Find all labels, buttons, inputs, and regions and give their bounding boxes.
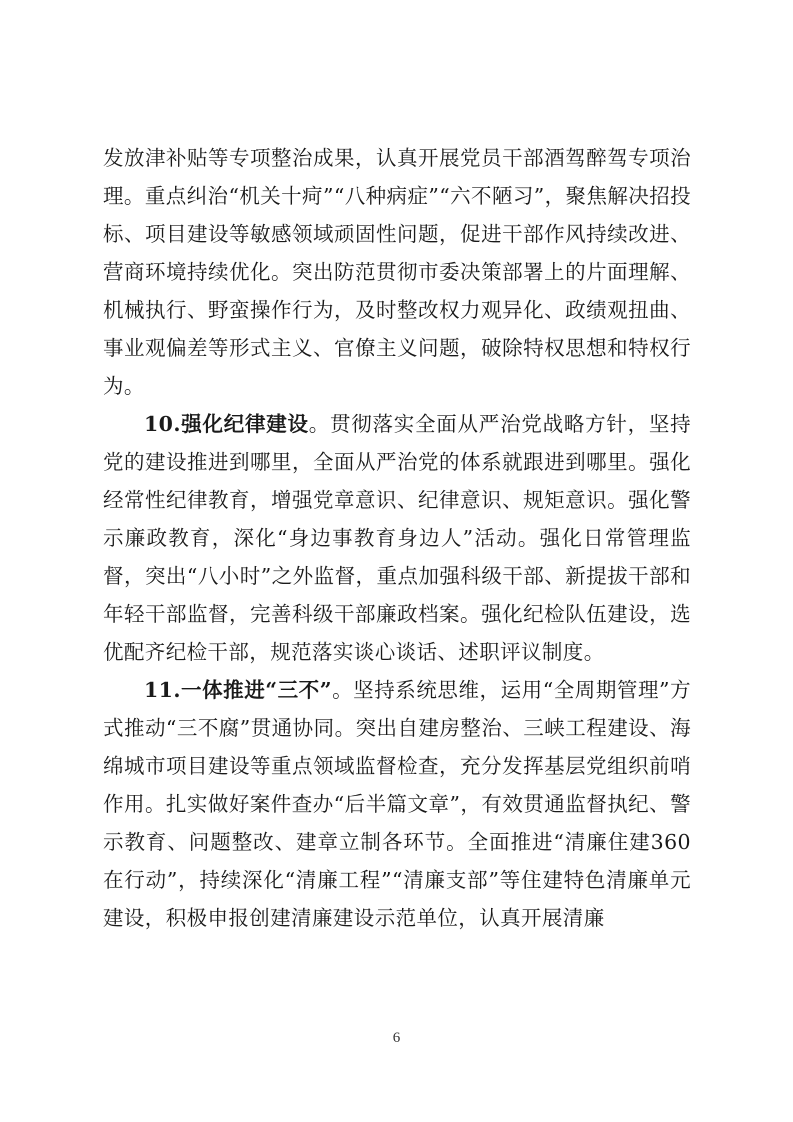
- page-number: 6: [392, 1030, 401, 1046]
- section-heading-11: 11.一体推进“三不”: [144, 678, 332, 702]
- paragraph-discipline-building: [103, 405, 691, 671]
- paragraph-continuation: [103, 139, 691, 405]
- section-heading-10: 10.强化纪律建设: [144, 412, 309, 436]
- paragraph-text: 。贯彻落实全面从严治党战略方针，坚持党的建设推进到哪里，全面从严治党的体系就跟进到哪里。强化经常性纪律教育，增强党章意识、纪律意识、规矩意识。强化警示廉政教育，深化“身边事教育身边人”活动。强化日常管理监督，突出“八小时”之外监督，重点加强科级干部、新提拔干部和年轻干部监督，完善科级干部廉政档案。强化纪检队伍建设，选优配齐纪检干部，规范落实谈心谈话、述职评议制度。: [103, 412, 692, 664]
- document-body: [103, 139, 691, 937]
- paragraph-three-nots: [103, 671, 691, 937]
- paragraph-text: 。坚持系统思维，运用“全周期管理”方式推动“三不腐”贯通协同。突出自建房整治、三峡工程建设、海绵城市项目建设等重点领域监督检查，充分发挥基层党组织前哨作用。扎实做好案件查办“后半篇文章”，有效贯通监督执纪、警示教育、问题整改、建章立制各环节。全面推进“清廉住建360在行动”，持续深化“清廉工程”“清廉支部”等住建特色清廉单元建设，积极申报创建清廉建设示范单位，认真开展清廉: [103, 678, 691, 930]
- paragraph-text: 发放津补贴等专项整治成果，认真开展党员干部酒驾醉驾专项治理。重点纠治“机关十疴”“八种病症”“六不陋习”，聚焦解决招投标、项目建设等敏感领域顽固性问题，促进干部作风持续改进、营商环境持续优化。突出防范贯彻市委决策部署上的片面理解、机械执行、野蛮操作行为，及时整改权力观异化、政绩观扭曲、事业观偏差等形式主义、官僚主义问题，破除特权思想和特权行为。: [103, 146, 691, 398]
